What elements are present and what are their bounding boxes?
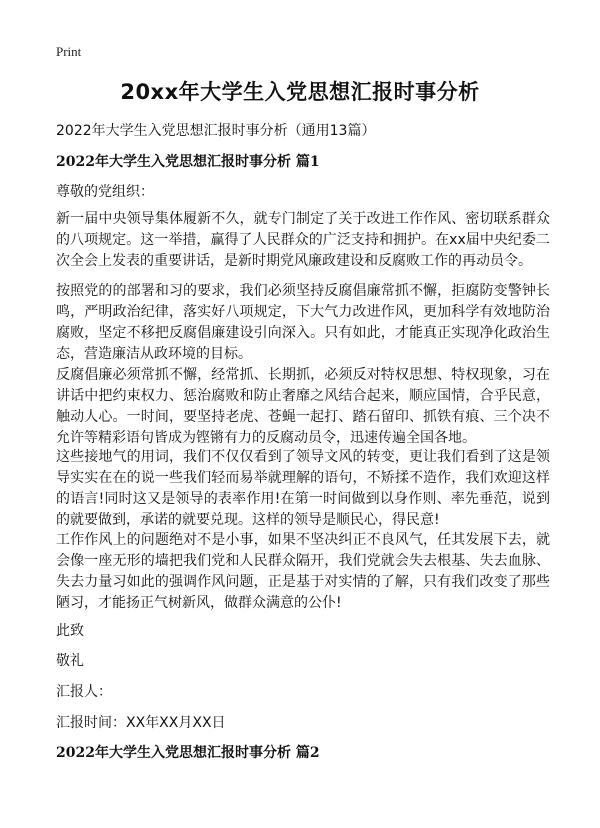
paragraph-5: 工作作风上的问题绝对不是小事，如果不坚决纠正不良风气，任其发展下去，就会像一座无形的墙把我们党和人民群众隔开，我们党就会失去根基、失去血脉、失去力量习如此的强调作风问题，正是基于对实情的了解，只有我们改变了那些陋习，才能扬正气树新风，做群众满意的公仆! [56,532,550,611]
paragraph-4: 这些接地气的用词，我们不仅仅看到了领导文风的转变，更让我们看到了这是领导实实在在的说一些我们轻而易举就理解的语句，不矫揉不造作，我们欢迎这样的语言!同时这又是领导的表率作用!在第一时间做到以身作则、率先垂范，说到的就要做到，承诺的就要兑现。这样的领导是顺民心，得民意! [56,449,550,528]
paragraph-2: 按照党的的部署和习的要求，我们必须坚持反腐倡廉常抓不懈，拒腐防变警钟长鸣，严明政治纪律，落实好八项规定，下大气力改进作风，更加科学有效地防治腐败，坚定不移把反腐倡廉建设引向深入。只有如此，才能真正实现净化政治生态，营造廉洁从政环境的目标。 [56,283,550,362]
page-title: 20xx年大学生入党思想汇报时事分析 [120,80,480,104]
salutation: 尊敬的党组织： [56,184,154,200]
paragraph-3: 反腐倡廉必须常抓不懈，经常抓、长期抓，必须反对特权思想、特权现象，习在讲话中把约束权力、惩治腐败和防止奢靡之风结合起来，顺应国情，合乎民意，触动人心。一时间，要坚持老虎、苍蝇一起打、踏石留印、抓铁有痕、三个决不允许等精彩语句皆成为铿锵有力的反腐动员令，迅速传遍全国各地。 [56,367,550,446]
reporter-label: 汇报人： [56,684,112,700]
print-link[interactable]: Print [56,44,82,59]
document-subtitle: 2022年大学生入党思想汇报时事分析（通用13篇） [56,123,376,139]
section-heading-2: 2022年大学生入党思想汇报时事分析 篇2 [56,745,320,761]
report-time: 汇报时间：XX年XX月XX日 [56,715,226,731]
closing-respect: 敬礼 [56,653,84,669]
section-heading-1: 2022年大学生入党思想汇报时事分析 篇1 [56,154,320,170]
paragraph-1: 新一届中央领导集体履新不久，就专门制定了关于改进工作作风、密切联系群众的八项规定。这一举措，赢得了人民群众的广泛支持和拥护。在xx届中央纪委二次全会上发表的重要讲话，是新时期党风廉政建设和反腐败工作的再动员令。 [56,211,550,269]
closing-salutation: 此致 [56,623,84,639]
